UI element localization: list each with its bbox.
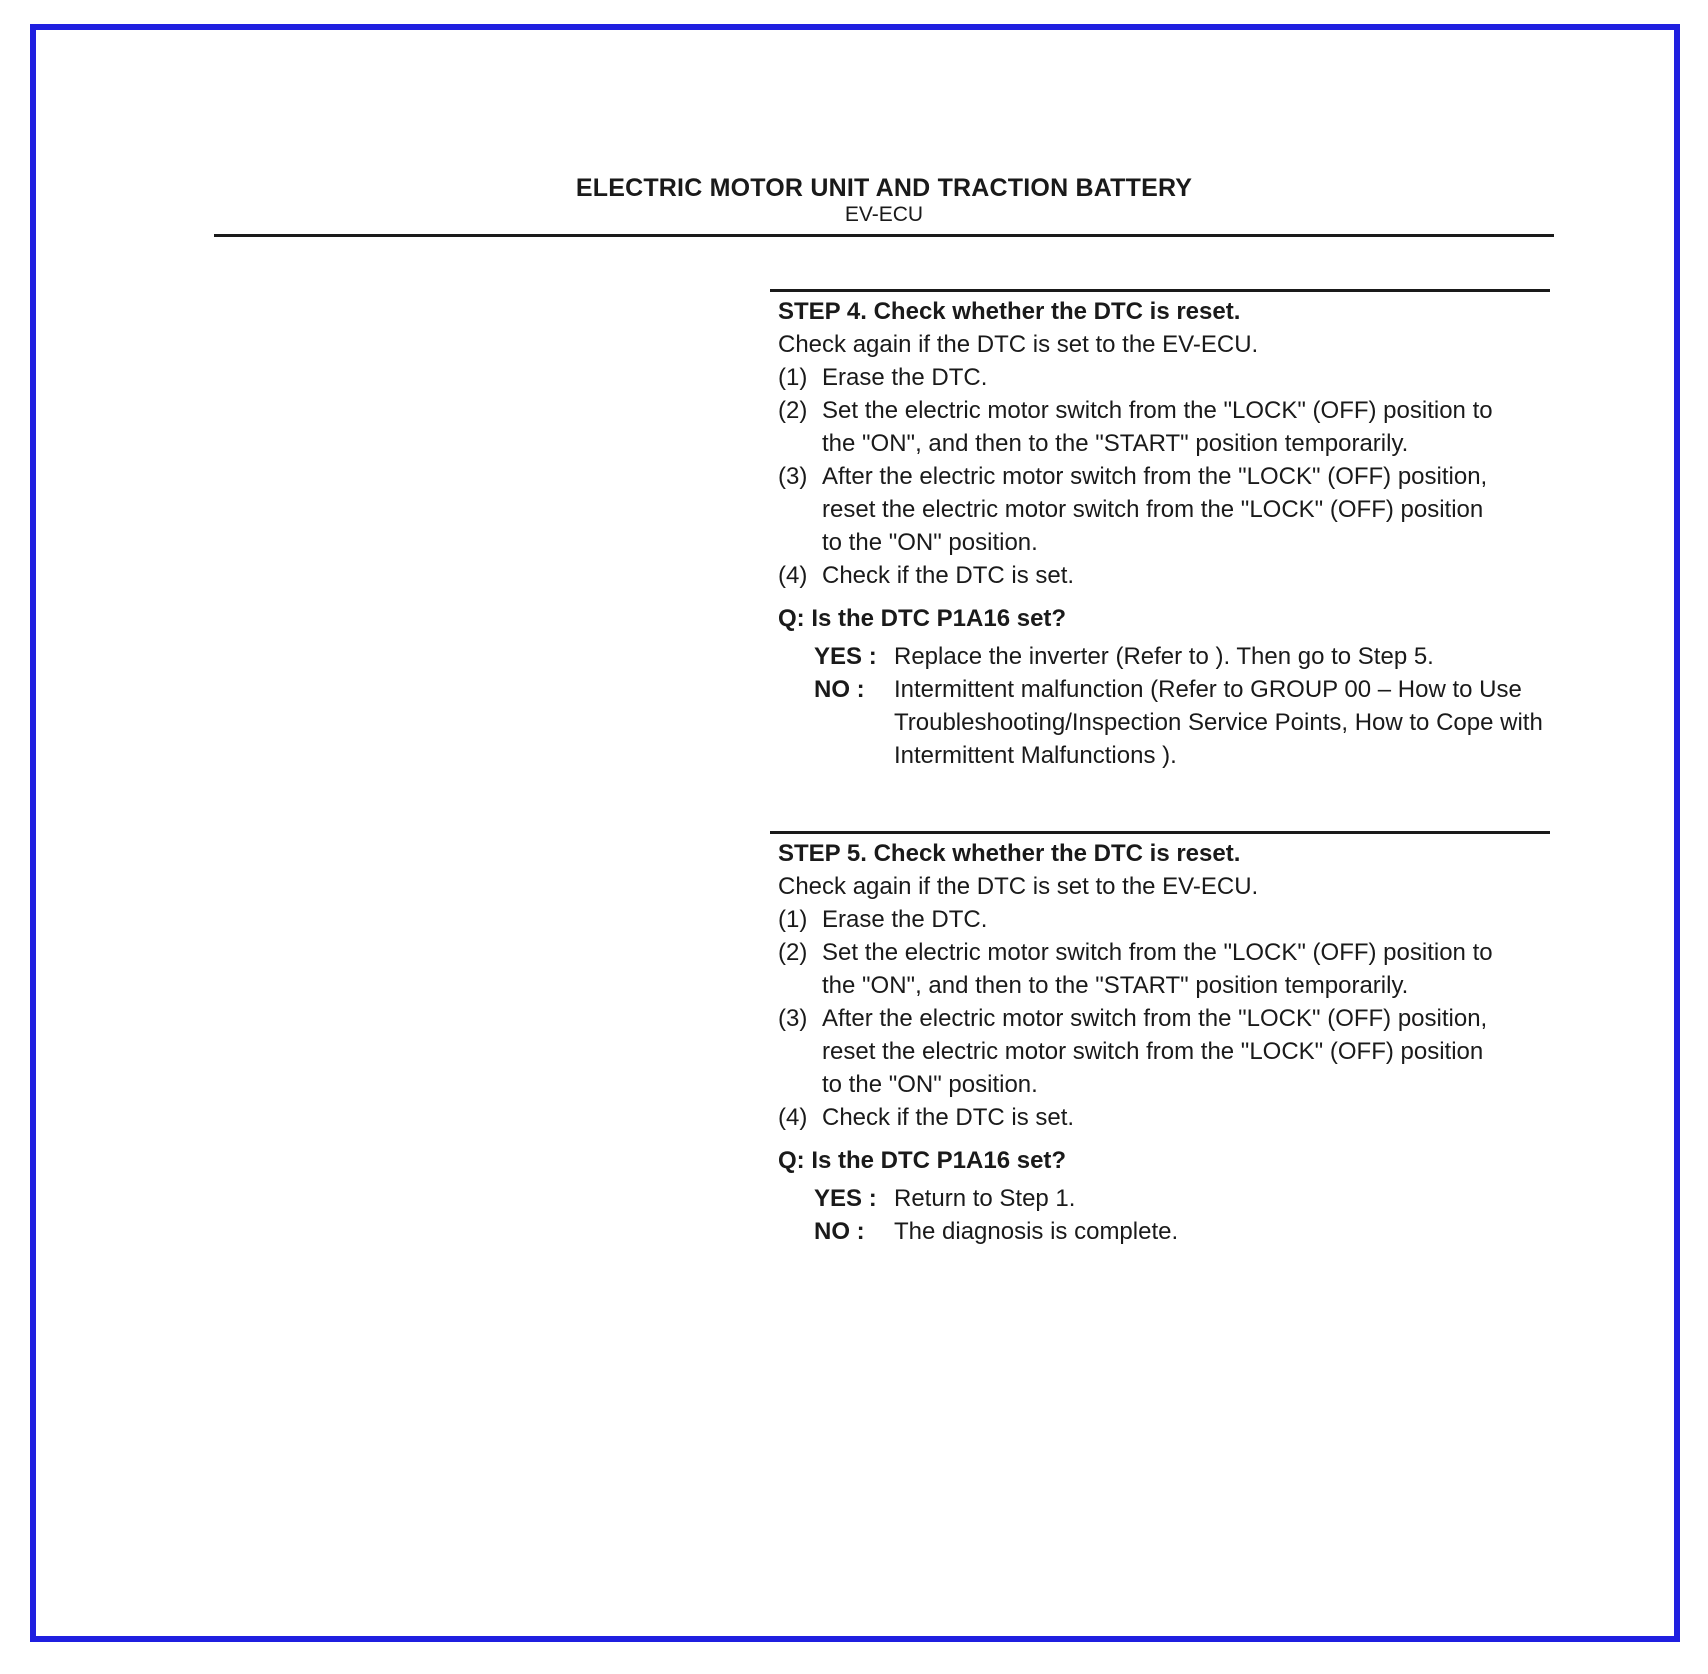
yes-text: Replace the inverter (Refer to ). Then go to Step 5. <box>894 643 1434 670</box>
item-text: After the electric motor switch from the "LOCK" (OFF) position, reset the electric motor switch from the "LOCK" (OFF) position to the "ON" position. <box>822 463 1488 556</box>
item-number: (2) <box>778 939 808 966</box>
item-text: Set the electric motor switch from the "LOCK" (OFF) position to the "ON", and then to the "START" position temporarily. <box>822 939 1493 999</box>
step-title: STEP 5. Check whether the DTC is reset. <box>778 840 1241 867</box>
no-answer <box>814 1215 1550 1248</box>
list-item <box>778 936 1550 1002</box>
step-divider <box>770 289 1550 292</box>
list-item <box>778 1002 1550 1101</box>
item-text: Check if the DTC is set. <box>822 1104 1075 1131</box>
list-item <box>778 903 1550 936</box>
step-title: STEP 4. Check whether the DTC is reset. <box>778 298 1241 325</box>
step-divider <box>770 831 1550 834</box>
step-intro: Check again if the DTC is set to the EV-ECU. <box>778 873 1259 900</box>
yes-answer <box>814 1182 1550 1215</box>
document-title: ELECTRIC MOTOR UNIT AND TRACTION BATTERY <box>575 174 1193 202</box>
document-header <box>214 172 1554 226</box>
list-item <box>778 460 1550 559</box>
item-number: (1) <box>778 906 808 933</box>
step-question: Q: Is the DTC P1A16 set? <box>778 605 1067 632</box>
list-item <box>778 559 1550 592</box>
yes-label: YES : <box>814 643 877 670</box>
item-number: (1) <box>778 364 808 391</box>
item-number: (4) <box>778 1104 808 1131</box>
item-text: Check if the DTC is set. <box>822 562 1075 589</box>
no-text: Intermittent malfunction (Refer to GROUP 00 – How to Use Troubleshooting/Inspection Service Points, How to Cope with Intermittent Malfunctions ). <box>894 676 1543 769</box>
item-text: After the electric motor switch from the "LOCK" (OFF) position, reset the electric motor switch from the "LOCK" (OFF) position to the "ON" position. <box>822 1005 1488 1098</box>
no-answer <box>814 673 1550 772</box>
no-label: NO : <box>814 1218 865 1245</box>
item-number: (3) <box>778 1005 808 1032</box>
list-item <box>778 1101 1550 1134</box>
step-intro: Check again if the DTC is set to the EV-ECU. <box>778 331 1259 358</box>
yes-label: YES : <box>814 1185 877 1212</box>
step-5-section <box>770 831 1550 1248</box>
item-text: Erase the DTC. <box>822 364 988 391</box>
item-text: Set the electric motor switch from the "LOCK" (OFF) position to the "ON", and then to the "START" position temporarily. <box>822 397 1493 457</box>
step-4-section <box>770 289 1550 772</box>
yes-text: Return to Step 1. <box>894 1185 1076 1212</box>
yes-answer <box>814 640 1550 673</box>
step-question: Q: Is the DTC P1A16 set? <box>778 1147 1067 1174</box>
document-subtitle: EV-ECU <box>844 203 924 226</box>
step-instruction-list <box>770 361 1550 592</box>
item-number: (3) <box>778 463 808 490</box>
no-label: NO : <box>814 676 865 703</box>
item-number: (2) <box>778 397 808 424</box>
step-instruction-list <box>770 903 1550 1134</box>
item-number: (4) <box>778 562 808 589</box>
no-text: The diagnosis is complete. <box>894 1218 1179 1245</box>
list-item <box>778 394 1550 460</box>
header-divider <box>214 234 1554 237</box>
item-text: Erase the DTC. <box>822 906 988 933</box>
list-item <box>778 361 1550 394</box>
